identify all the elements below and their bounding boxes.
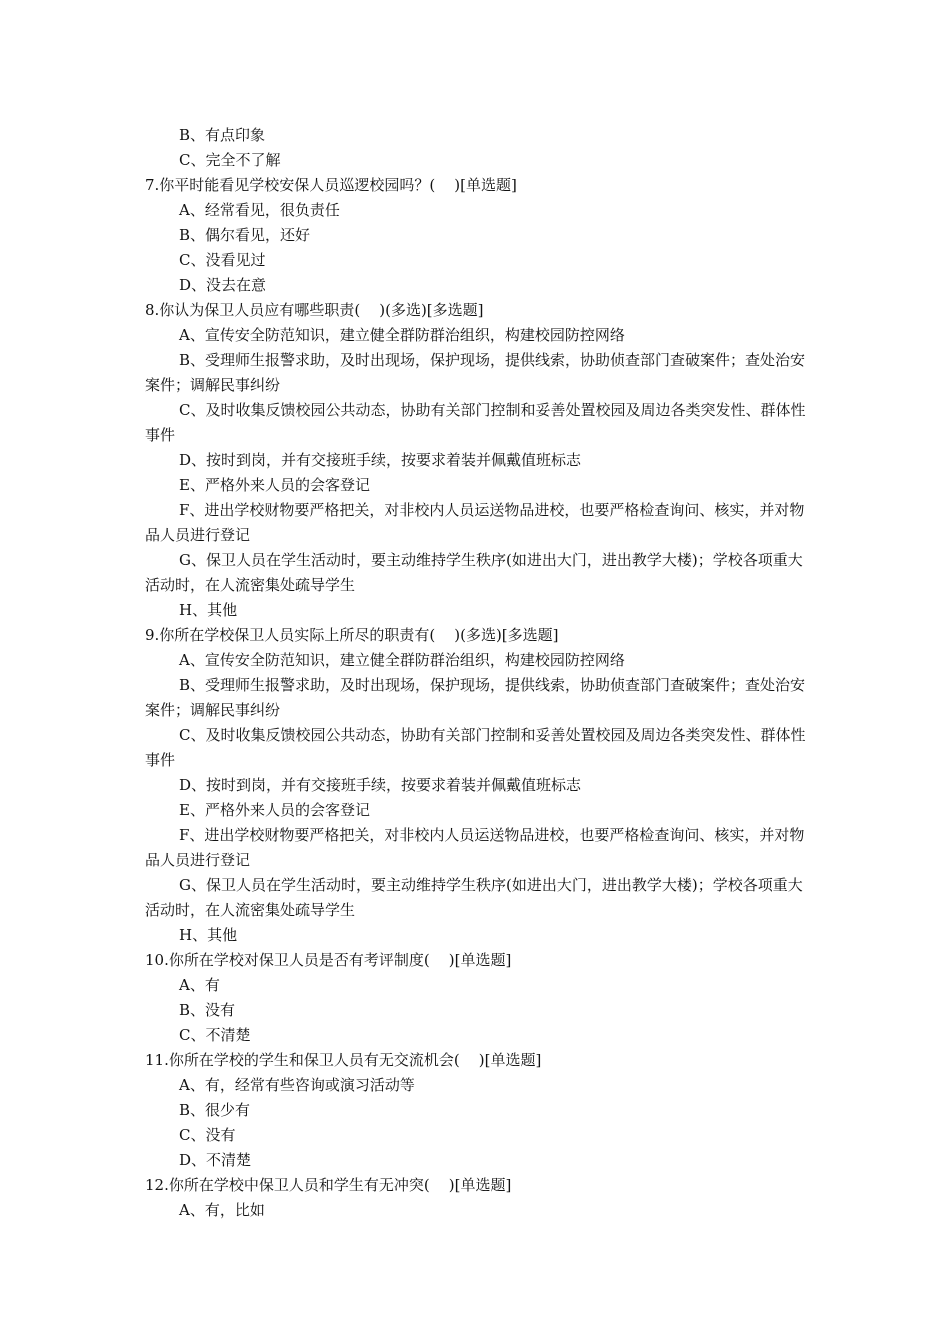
option-line: A、有，比如	[179, 1201, 265, 1219]
option-line: D、按时到岗，并有交接班手续，按要求着装并佩戴值班标志	[179, 451, 582, 469]
option-line: D、按时到岗，并有交接班手续，按要求着装并佩戴值班标志	[179, 776, 582, 794]
option-line: E、严格外来人员的会客登记	[179, 801, 370, 819]
question-line: 8.你认为保卫人员应有哪些职责( )(多选)[多选题]	[145, 301, 484, 319]
option-line: D、不清楚	[179, 1151, 252, 1169]
question-line: 10.你所在学校对保卫人员是否有考评制度( )[单选题]	[145, 951, 512, 969]
option-paragraph: F、进出学校财物要严格把关，对非校内人员运送物品进校，也要严格检查询问、核实，并对物品人员进行登记	[145, 826, 805, 869]
option-line: C、没有	[179, 1126, 236, 1144]
option-line: D、没去在意	[179, 276, 267, 294]
option-line: A、经常看见，很负责任	[179, 201, 340, 219]
option-line: A、有，经常有些咨询或演习活动等	[179, 1076, 415, 1094]
option-paragraph: C、及时收集反馈校园公共动态，协助有关部门控制和妥善处置校园及周边各类突发性、群体性事件	[145, 401, 806, 444]
option-line: B、没有	[179, 1001, 236, 1019]
option-paragraph: G、保卫人员在学生活动时，要主动维持学生秩序(如进出大门，进出教学大楼)；学校各项重大活动时，在人流密集处疏导学生	[145, 551, 803, 594]
option-paragraph: B、受理师生报警求助，及时出现场，保护现场，提供线索，协助侦查部门查破案件；查处治安案件；调解民事纠纷	[145, 351, 806, 394]
question-line: 11.你所在学校的学生和保卫人员有无交流机会( )[单选题]	[145, 1051, 542, 1069]
option-line: A、宣传安全防范知识，建立健全群防群治组织，构建校园防控网络	[179, 651, 625, 669]
option-paragraph: F、进出学校财物要严格把关，对非校内人员运送物品进校，也要严格检查询问、核实，并对物品人员进行登记	[145, 501, 805, 544]
option-paragraph: C、及时收集反馈校园公共动态，协助有关部门控制和妥善处置校园及周边各类突发性、群体性事件	[145, 726, 806, 769]
option-line: B、偶尔看见，还好	[179, 226, 311, 244]
option-line: B、有点印象	[179, 126, 266, 144]
option-line: A、有	[179, 976, 220, 994]
option-line: C、完全不了解	[179, 151, 281, 169]
option-line: H、其他	[179, 601, 238, 619]
option-line: B、很少有	[179, 1101, 251, 1119]
option-paragraph: G、保卫人员在学生活动时，要主动维持学生秩序(如进出大门，进出教学大楼)；学校各项重大活动时，在人流密集处疏导学生	[145, 876, 803, 919]
question-line: 7.你平时能看见学校安保人员巡逻校园吗？( )[单选题]	[145, 176, 517, 194]
option-line: E、严格外来人员的会客登记	[179, 476, 370, 494]
option-line: A、宣传安全防范知识，建立健全群防群治组织，构建校园防控网络	[179, 326, 625, 344]
option-line: C、不清楚	[179, 1026, 251, 1044]
question-line: 9.你所在学校保卫人员实际上所尽的职责有( )(多选)[多选题]	[145, 626, 559, 644]
option-line: C、没看见过	[179, 251, 266, 269]
document-page	[145, 123, 807, 1223]
option-paragraph: B、受理师生报警求助，及时出现场，保护现场，提供线索，协助侦查部门查破案件；查处治安案件；调解民事纠纷	[145, 676, 806, 719]
question-line: 12.你所在学校中保卫人员和学生有无冲突( )[单选题]	[145, 1176, 512, 1194]
option-line: H、其他	[179, 926, 238, 944]
